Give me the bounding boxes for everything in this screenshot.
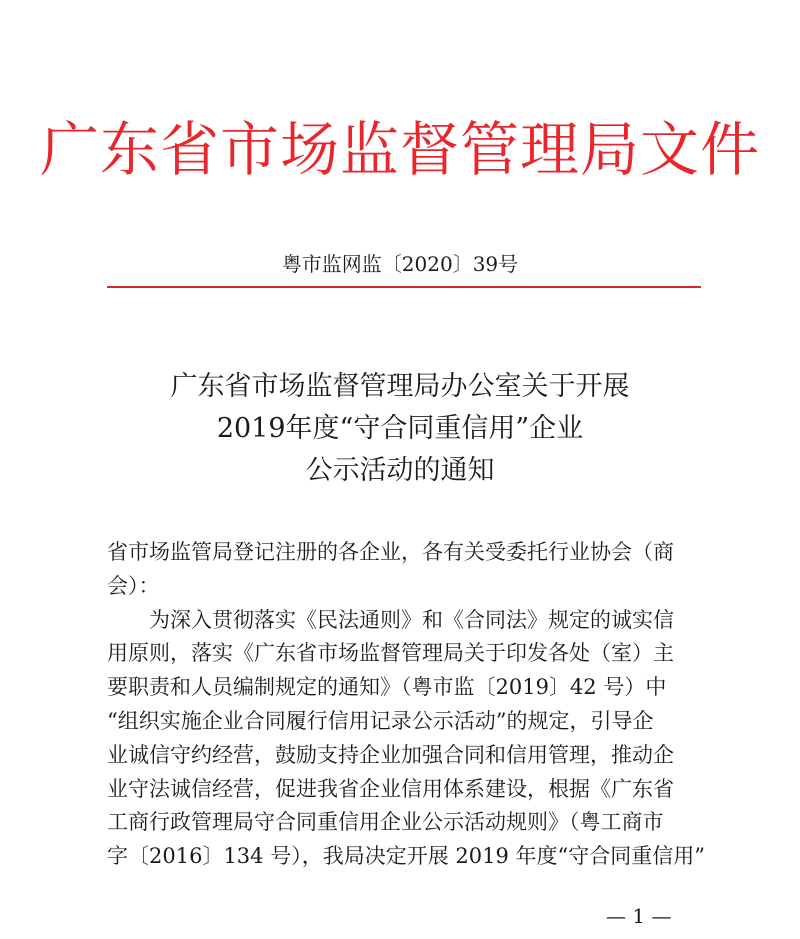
body-line: 为深入贯彻落实《民法通则》和《合同法》规定的诚实信	[107, 607, 674, 632]
red-divider-line	[107, 286, 701, 288]
body-line: 会）：	[107, 573, 160, 598]
body-line: 要职责和人员编制规定的通知》（粤市监〔2019〕42 号）中	[107, 675, 667, 700]
body-line: 用原则，落实《广东省市场监督管理局关于印发各处（室）主	[107, 641, 674, 666]
page-number: — 1 —	[606, 904, 672, 928]
body-line: “组织实施企业合同履行信用记录公示活动”的规定，引导企	[107, 708, 654, 733]
notice-title-line: 公示活动的通知	[305, 455, 495, 486]
document-number: 粤市监网监〔2020〕39号	[281, 252, 519, 276]
body-line: 工商行政管理局守合同重信用企业公示活动规则》（粤工商市	[107, 810, 664, 835]
body-line: 字〔2016〕134 号），我局决定开展 2019 年度“守合同重信用”	[107, 844, 705, 869]
notice-body	[107, 536, 707, 874]
notice-title	[0, 366, 800, 492]
body-line: 业诚信守约经营，鼓励支持企业加强合同和信用管理，推动企	[107, 742, 674, 767]
body-line: 业守法诚信经营，促进我省企业信用体系建设，根据《广东省	[107, 776, 674, 801]
document-header-title: 广东省市场监督管理局文件	[39, 115, 760, 184]
body-line: 省市场监管局登记注册的各企业，各有关受委托行业协会（商	[107, 540, 674, 564]
notice-title-line: 广东省市场监督管理局办公室关于开展	[170, 371, 630, 402]
notice-title-line: 2019年度“守合同重信用”企业	[216, 413, 584, 444]
